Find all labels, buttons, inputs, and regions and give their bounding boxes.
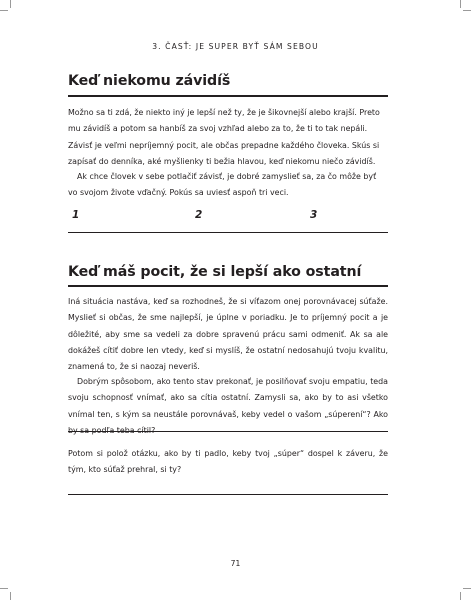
section-heading-superior: Keď máš pocit, že si lepší ako ostatní <box>68 264 362 280</box>
crop-mark-bottom-right-v <box>460 592 461 600</box>
paragraph-superior-intro: Iná situácia nastáva, keď sa rozhodneš, že si víťazom onej porovnávacej súťaže. Myslieť si občas, že sme najlepší, je úplne v poriadku. Je to príjemný pocit a je dôležité, aby sme sa vedeli za dobre spravenú prácu sami odmeniť. Ak sa ale dokážeš cítiť dobre len vtedy, keď si myslíš, že ostatní nedosahujú tvoju kvalitu, znamená to, že si naozaj neverіš. <box>68 297 388 372</box>
crop-mark-top-right-v <box>460 0 461 8</box>
crop-mark-bottom-right <box>463 588 471 589</box>
heading-underline <box>68 285 388 287</box>
heading-underline <box>68 95 388 97</box>
list-number-1: 1 <box>72 209 80 221</box>
answer-line <box>68 431 388 432</box>
answer-line <box>68 494 388 495</box>
crop-mark-bottom-left-v <box>10 592 11 600</box>
paragraph-superior-question: Potom si polož otázku, ako by ti padlo, keby tvoj „súper“ dospel k záveru, že tým, kto súťaž prehral, si ty? <box>68 449 388 475</box>
list-number-2: 2 <box>195 209 203 221</box>
crop-mark-top-right <box>463 10 471 11</box>
paragraph-envy-intro: Možno sa ti zdá, že niekto iný je lepší než ty, že je šikovnejší alebo krajší. Preto mu závidíš a potom sa hanbíš za svoj vzhľad alebo za to, že ti to tak nepáli. Závisť je veľmi nepríjemný pocit, ale občas prepadne každého človeka. Skús si zapísať do denníka, aké myšlienky ti bežia hlavou, keď niekomu niečo závidíš. <box>68 108 380 166</box>
crop-mark-bottom-left <box>0 588 8 589</box>
answer-line <box>68 232 388 233</box>
section-heading-envy: Keď niekomu závidíš <box>68 73 231 89</box>
paragraph-superior-empathy: Dobrým spôsobom, ako tento stav prekonať, je posilňovať svoju empatiu, teda svoju schopnosť vnímať, ako sa cítia ostatní. Zamysli sa, ako by to asi všetko vnímal ten, s kým sa neustále porovnávaš, keby vedel o vašom „súperení“? Ako <box>68 377 388 419</box>
crop-mark-top-left-v <box>10 0 11 8</box>
running-head: 3. ČASŤ: JE SUPER BYŤ SÁM SEBOU <box>152 42 319 51</box>
paragraph-envy-gratitude: Ak chce človek v sebe potlačiť závisť, je dobré zamyslieť sa, za čo môže byť vo svojom živote vďačný. Pokús sa uviesť aspoň tri veci. <box>68 172 377 198</box>
page-number: 71 <box>230 559 241 568</box>
list-number-3: 3 <box>310 209 318 221</box>
crop-mark-top-left <box>0 10 8 11</box>
